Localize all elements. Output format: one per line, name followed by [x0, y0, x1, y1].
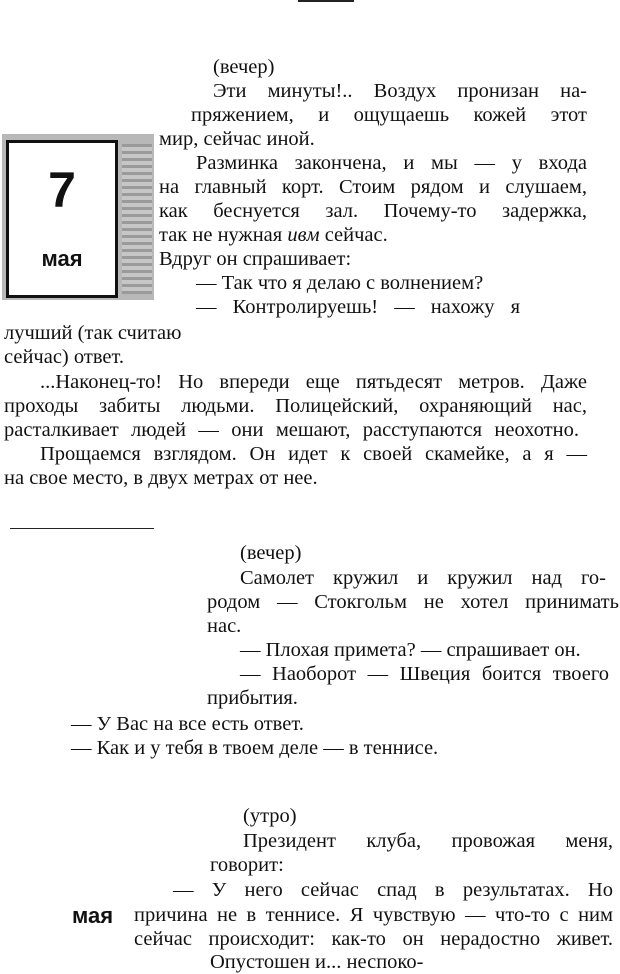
section1-line: лучший (так считаю — [4, 322, 182, 344]
section1-line7-text: так не нужная — [159, 224, 288, 246]
section2-line: прибытия. — [207, 687, 298, 709]
section3-time: (утро) — [243, 805, 297, 827]
section1-line: Прощаемся взглядом. Он идет к своей скамейке, а я — — [40, 443, 587, 465]
section1-line7-text-end: сейчас. — [319, 224, 388, 246]
section1-line7-italic: ивм — [287, 224, 320, 246]
section1-line: расталкивает людей — они мешают, расступаются неохотно. — [4, 419, 579, 441]
section2-line: — Как и у тебя в твоем деле — в теннисе. — [71, 737, 439, 759]
section1-line: Разминка закончена, и мы — у входа — [196, 152, 587, 174]
section2-line: — Наоборот — Швеция боится твоего — [240, 663, 609, 685]
section3-line: Президент клуба, провожая меня, — [243, 830, 613, 852]
top-rule — [298, 0, 354, 2]
section1-line: как беснуется зал. Почему-то задержка, — [159, 200, 587, 222]
section1-line: — Контролируешь! — нахожу я — [196, 296, 520, 318]
section1-line: ...Наконец-то! Но впереди еще пятьдесят метров. Даже — [40, 371, 587, 393]
section1-line: Вдруг он спрашивает: — [159, 248, 352, 270]
section2-line: — Плохая примета? — спрашивает он. — [240, 639, 581, 661]
section1-time: (вечер) — [213, 56, 275, 78]
section1-line: на свое место, в двух метрах от нее. — [4, 467, 318, 489]
date-month: мая — [41, 246, 83, 271]
section2-line: родом — Стокгольм не хотел принимать — [207, 591, 619, 613]
section3-line: говорит: — [210, 854, 284, 876]
section2-time: (вечер) — [240, 542, 302, 564]
date-marker-shadow — [122, 144, 152, 294]
section1-line: проходы забиты людьми. Полицейский, охраняющий нас, — [4, 395, 587, 417]
section1-line — [159, 223, 388, 247]
section1-line: Эти минуты!.. Воздух пронизан на- — [213, 80, 587, 102]
section1-line: сейчас) ответ. — [4, 346, 125, 368]
date-marker — [2, 134, 154, 300]
section1-line: мир, сейчас иной. — [159, 128, 315, 150]
section1-line: пряжением, и ощущаешь кожей этот — [191, 104, 587, 126]
section1-line: — Так что я делаю с волнением? — [196, 272, 484, 294]
section-separator — [10, 528, 154, 529]
section3-line: — У него сейчас спад в результатах. Но — [173, 879, 613, 901]
date-day: 7 — [48, 162, 76, 218]
side-month-label: мая — [72, 903, 114, 928]
section3-line: Опустошен и... неспоко- — [210, 951, 424, 973]
section1-line: на главный корт. Стоим рядом и слушаем, — [159, 176, 587, 198]
section3-line: причина не в теннисе. Я чувствую — что-то с ним — [134, 904, 613, 926]
section2-line: — У Вас на все есть ответ. — [71, 713, 304, 735]
section2-line: нас. — [207, 615, 242, 637]
section3-line: сейчас происходит: как-то он нерадостно живет. — [134, 928, 613, 950]
date-marker-card — [6, 140, 118, 298]
section2-line: Самолет кружил и кружил над го- — [240, 567, 606, 589]
